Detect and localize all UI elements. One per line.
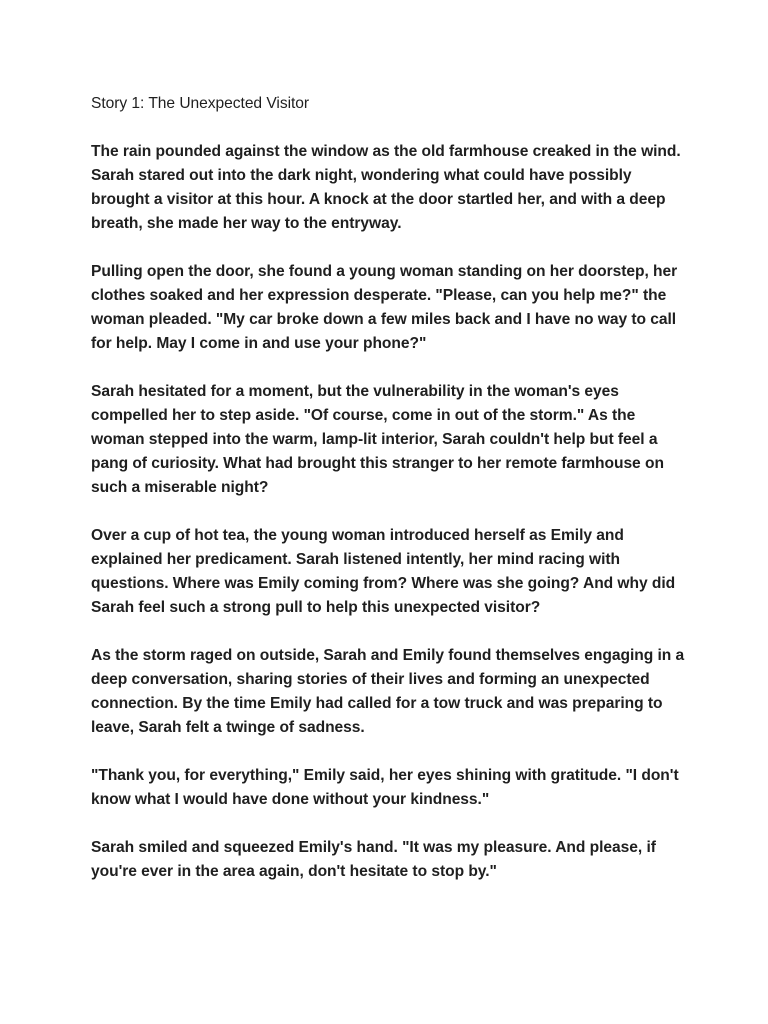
- document-body: [91, 92, 691, 908]
- story-title: Story 1: The Unexpected Visitor: [91, 95, 310, 112]
- paragraph: Sarah hesitated for a moment, but the vulnerability in the woman's eyes compelled her to step aside. "Of course, come in out of the storm." As the woman stepped into the warm, lamp-lit interior, Sarah couldn't help but feel a pang of curiosity. What had brought this stranger to her remote farmhouse on such a miserable night?: [91, 383, 664, 496]
- paragraph: Pulling open the door, she found a young woman standing on her doorstep, her clothes soaked and her expression desperate. "Please, can you help me?" the woman pleaded. "My car broke down a few miles back and I have no way to call for help. May I come in and use your phone?": [91, 263, 678, 352]
- paragraph: As the storm raged on outside, Sarah and Emily found themselves engaging in a deep conversation, sharing stories of their lives and forming an unexpected connection. By the time Emily had called for a tow truck and was preparing to leave, Sarah felt a twinge of sadness.: [91, 647, 685, 736]
- paragraph: Over a cup of hot tea, the young woman introduced herself as Emily and explained her predicament. Sarah listened intently, her mind racing with questions. Where was Emily coming from? Where was she going? And why did Sarah feel such a strong pull to help this unexpected visitor?: [91, 527, 676, 616]
- paragraph: Sarah smiled and squeezed Emily's hand. "It was my pleasure. And please, if you're ever in the area again, don't hesitate to stop by.": [91, 839, 656, 880]
- paragraph: The rain pounded against the window as the old farmhouse creaked in the wind. Sarah stared out into the dark night, wondering what could have possibly brought a visitor at this hour. A knock at the door startled her, and with a deep breath, she made her way to the entryway.: [91, 143, 681, 232]
- paragraph: "Thank you, for everything," Emily said, her eyes shining with gratitude. "I don't know what I would have done without your kindness.": [91, 767, 679, 808]
